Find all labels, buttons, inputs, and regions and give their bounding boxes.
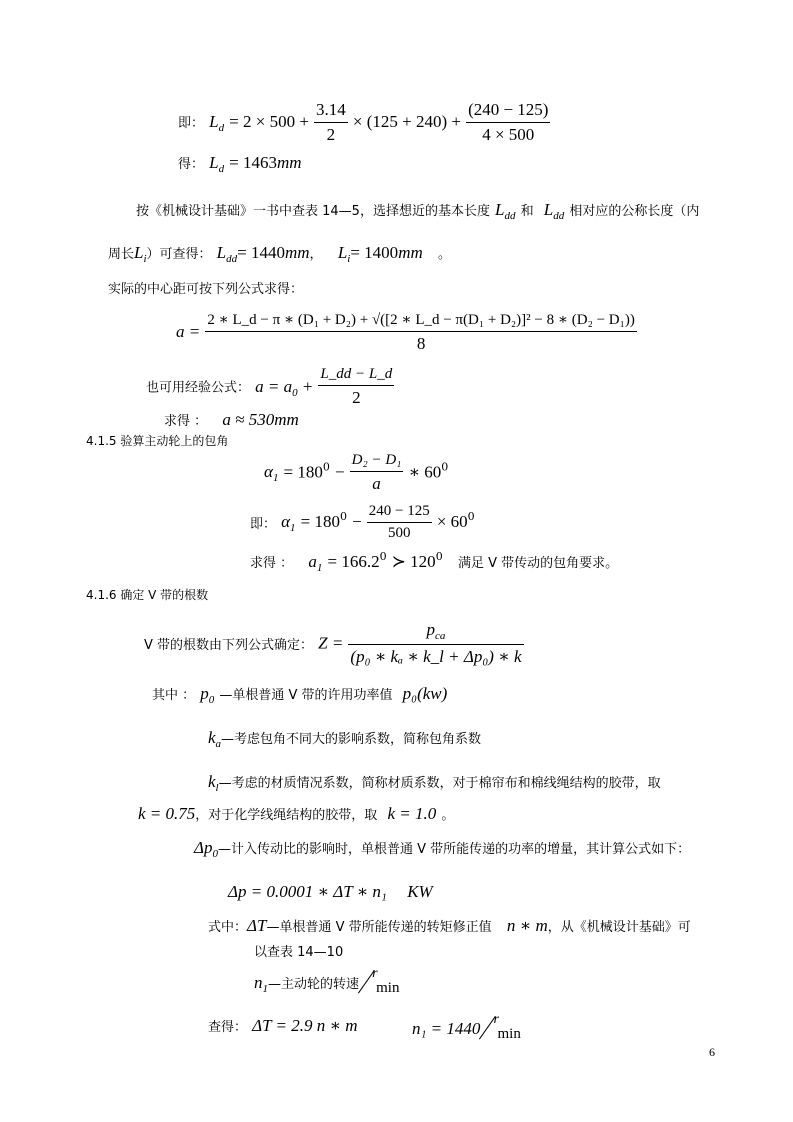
section-heading-416: 4.1.6 确定 V 带的根数 [86,588,209,602]
eq-lookup-values: 查得： ΔT = 2.9 n ∗ m [208,1016,358,1035]
text-n1-def: $n_1—$主动轮的转速 r min [254,966,400,996]
text-dp0-def: $\Delta p_0—$计入传动比的影响时，单根普通 V 带所能传递的功率的增量，其计算公式如下： [194,838,691,860]
eq-wrap-angle: $\alpha_1 = 180^0$ − $\frac{\text{D₂ − D₁}}{a}$ ∗ $60^0$ [264,452,449,493]
label-ji: 即： [178,116,205,131]
fraction-empirical: $\frac{L\_dd - L\_d}{2}$ [320,366,393,407]
text-k-values: k = 0.75，对于化学线绳结构的胶带，取 k = 1.0 。 [138,804,455,823]
eq-ld-calc: 即： $L_d = 2 \times 500$ + $\frac{3.14}{2}$ × (125 + 240) + $\frac{(240 - 125)}{4 \times 500}$ [178,100,549,144]
unit-rpm-2: r min [485,1016,519,1042]
page-number: 6 [709,1045,715,1059]
text-nominal-length: 周长$L_i$）可查得： $L_{dd}= 1440mm$， $L_i= 1400mm$ 。 [108,243,452,265]
eq-center-distance: a = 2 ∗ L_d − π ∗ (D₁ + D₂) + √([2 ∗ L_d − π(D₁ + D₂)]² − 8 ∗ (D₂ − D₁)) 8 [176,312,635,353]
eq-n1-value: n₁ = 1440 r min [412,1012,521,1042]
text-lookup-table: 按《机械设计基础》一书中查表 14—5，选择想近的基本长度 $L_{dd}$ 和 $L_{dd}$ 相对应的公称长度（内 [136,200,700,222]
fraction-diff: $\frac{(240 - 125)}{4 \times 500}$ [468,100,549,144]
section-heading-415: 4.1.5 验算主动轮上的包角 [86,434,229,448]
unit-rpm: r min [364,970,398,996]
fraction-d-diff: $\frac{\text{D₂ − D₁}}{a}$ [351,452,402,493]
eq-dp: Δp = 0.0001 ∗ ΔT ∗ n₁ KW [228,882,433,901]
text-table-ref: 以查表 14—10 [254,945,344,960]
eq-empirical: 也可用经验公式： $a = a_0$ + $\frac{L\_dd - L\_d}{2}$ [146,366,393,407]
fraction-pi-half: $\frac{3.14}{2}$ [316,100,346,144]
eq-ld-result: 得： $L_d = 1463mm$ [178,153,302,175]
fraction-belt-count: $\frac{p_{ca}}{\text{(p₀ ∗ kₐ ∗ k\_l + Δp₀) ∗ k}}$ [350,620,522,666]
text-ka-def: $k_a—$考虑包角不同大的影响系数，简称包角系数 [208,728,482,750]
text-center-distance: 实际的中心距可按下列公式求得： [108,282,304,297]
text-dt-def: 式中：ΔT—单根普通 V 带所能传递的转矩修正值 n ∗ m，从《机械设计基础》可 [208,916,691,935]
text-kl-def: $k_l—$考虑的材质情况系数，简称材质系数，对于棉帘布和棉线绳结构的胶带，取 [208,772,661,794]
eq-wrap-angle-calc: 即： $\alpha_1 = 180^0$ − $\frac{240 - 125}{500}$ × $60^0$ [250,503,475,541]
text-p0-def: 其中 ： $p_0$ —单根普通 V 带的许用功率值 p₀(kw) [152,684,448,706]
eq-a-result: 求得 ： a ≈ 530mm [164,410,299,429]
fraction-alpha-calc: $\frac{240 - 125}{500}$ [368,503,430,541]
fraction-center-distance: 2 ∗ L_d − π ∗ (D₁ + D₂) + √([2 ∗ L_d − π(D₁ + D₂)]² − 8 ∗ (D₂ − D₁)) 8 [207,312,635,353]
eq-wrap-angle-result: 求得 ： $a_1 = 166.2^0$ ≻ $120^0$ 满足 V 带传动的包角要求。 [250,550,619,574]
eq-belt-count: V 带的根数由下列公式确定： Z = $\frac{p_{ca}}{\text{(p₀ ∗ kₐ ∗ k\_l + Δp₀) ∗ k}}$ [144,620,522,666]
